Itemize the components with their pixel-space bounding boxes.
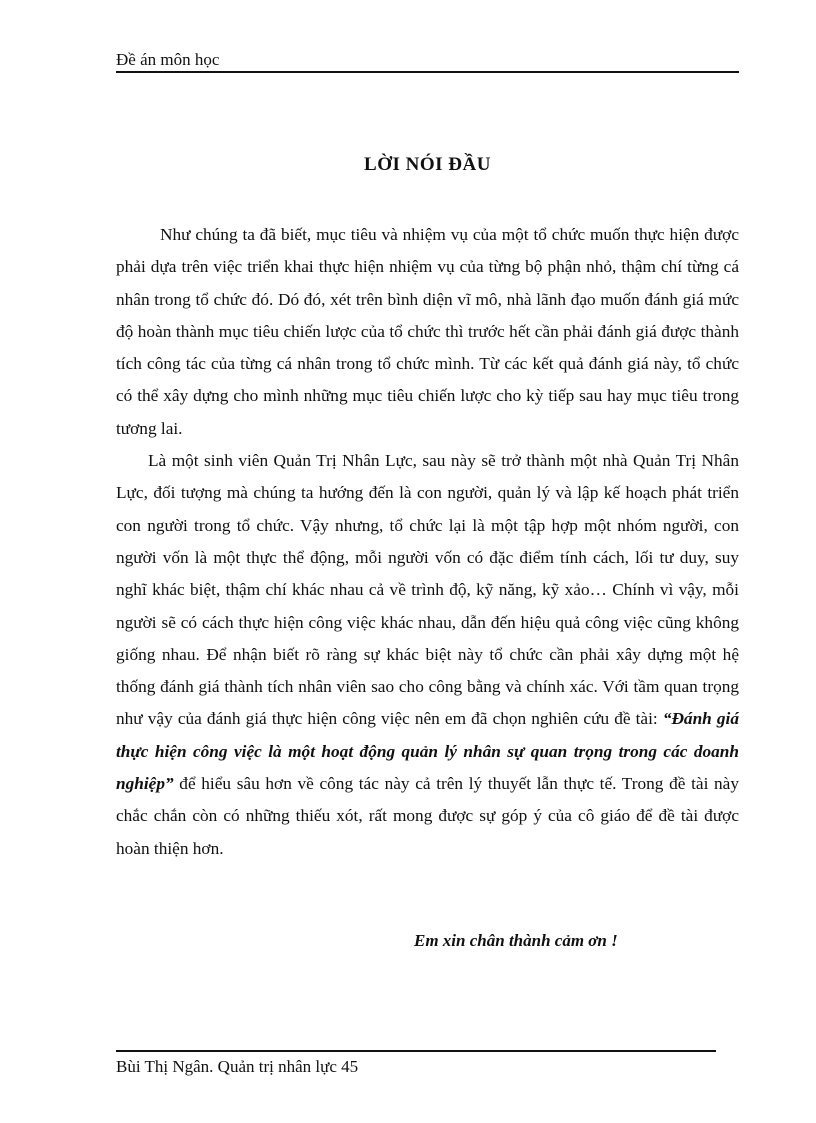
page-title: LỜI NÓI ĐẦU	[364, 154, 491, 175]
footer-divider	[116, 1050, 716, 1052]
header-text: Đề án môn học	[116, 50, 220, 69]
thesis-topic: “Đánh giá thực hiện công việc là một hoạt động quản lý nhân sự quan trọng trong các doanh nghiệp”	[116, 709, 739, 794]
document-body	[116, 219, 739, 865]
paragraph-2-closing: để hiểu sâu hơn về công tác này cả trên lý thuyết lẫn thực tế. Trong đề tài này chắc chắn còn có những thiếu xót, rất mong được sự góp ý của cô giáo để đề tài được hoàn thiện hơn.	[116, 774, 739, 858]
page-footer: Bùi Thị Ngân. Quản trị nhân lực 45	[116, 1057, 359, 1076]
page-header	[116, 49, 739, 73]
paragraph-2-intro: Là một sinh viên Quản Trị Nhân Lực, sau này sẽ trở thành một nhà Quản Trị Nhân Lực, đối tượng mà chúng ta hướng đến là con người, quản lý và lập kế hoạch phát triển con người trong tổ chức. Vậy nhưng, tổ chức lại là một tập hợp một nhóm người, con người vốn là một thực thể động, mỗi người vốn có đặc điểm tính cách, lối tư duy, suy nghĩ khác biệt, thậm chí khác nhau cả về trình độ, kỹ năng, kỹ xảo… Chính vì vậy, mỗi người sẽ có cách thực hiện công việc khác nhau, dẫn đến hiệu quả công việc cũng không giống nhau. Để nhận biết rõ ràng sự khác biệt này tổ chức cần phải xây dựng một hệ thống đánh giá thành tích nhân viên sao cho công bằng và chính xác. Với tầm quan trọng như vậy của đánh giá thực hiện công việc nên em đã chọn nghiên cứu đề tài:	[116, 451, 739, 729]
paragraph-2	[116, 445, 739, 865]
paragraph-1: Như chúng ta đã biết, mục tiêu và nhiệm vụ của một tổ chức muốn thực hiện được phải dựa trên việc triển khai thực hiện nhiệm vụ của từng bộ phận nhỏ, thậm chí từng cá nhân trong tổ chức đó. Dó đó, xét trên bình diện vĩ mô, nhà lãnh đạo muốn đánh giá mức độ hoàn thành mục tiêu chiến lược của tổ chức thì trước hết cần phải đánh giá được thành tích công tác của từng cá nhân trong tổ chức mình. Từ các kết quả đánh giá này, tổ chức có thể xây dựng cho mình những mục tiêu chiến lược cho kỳ tiếp sau hay mục tiêu trong tương lai.	[116, 225, 739, 438]
signoff-text: Em xin chân thành cảm ơn !	[414, 931, 618, 950]
